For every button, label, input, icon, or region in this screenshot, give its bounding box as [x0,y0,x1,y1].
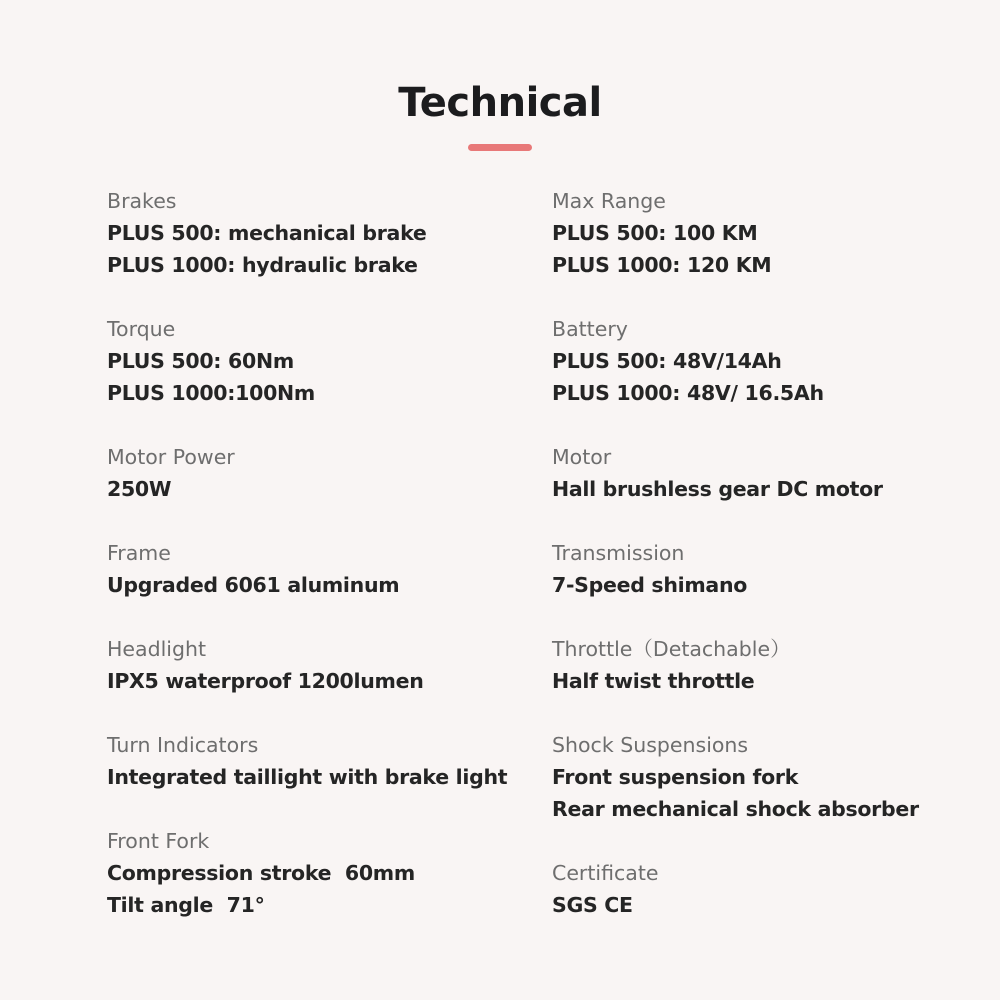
spec-front-fork [107,825,537,921]
spec-value: PLUS 1000:100Nm [107,381,315,405]
spec-value: Hall brushless gear DC motor [552,477,883,501]
spec-value: Half twist throttle [552,669,755,693]
spec-value: PLUS 1000: 120 KM [552,253,772,277]
page-title: Technical [398,80,602,126]
spec-value: 7-Speed shimano [552,573,748,597]
spec-column-right [552,185,992,921]
spec-label: Brakes [107,189,177,213]
spec-value: Upgraded 6061 aluminum [107,573,400,597]
spec-value: Tilt angle 71° [107,893,265,917]
spec-shock-suspensions [552,729,992,825]
spec-transmission [552,537,992,601]
spec-value: 250W [107,477,172,501]
spec-motor [552,441,992,505]
spec-label: Motor [552,445,612,469]
spec-label: Torque [107,317,176,341]
spec-column-left [107,185,537,921]
spec-value: PLUS 500: mechanical brake [107,221,427,245]
spec-value: SGS CE [552,893,633,917]
spec-label: Front Fork [107,829,210,853]
spec-label: Battery [552,317,628,341]
spec-max-range [552,185,992,281]
spec-value: PLUS 500: 48V/14Ah [552,349,782,373]
spec-label: Headlight [107,637,207,661]
spec-throttle [552,633,992,697]
spec-value: IPX5 waterproof 1200lumen [107,669,424,693]
spec-brakes [107,185,537,281]
spec-label: Frame [107,541,171,565]
spec-label: Motor Power [107,445,235,469]
spec-value: Integrated taillight with brake light [107,765,508,789]
spec-label: Turn Indicators [107,733,259,757]
spec-label: Max Range [552,189,666,213]
spec-value: Front suspension fork [552,765,799,789]
spec-value: PLUS 1000: hydraulic brake [107,253,418,277]
spec-label: Shock Suspensions [552,733,749,757]
spec-value: PLUS 500: 100 KM [552,221,758,245]
spec-label: Certificate [552,861,659,885]
title-underline [468,144,532,151]
spec-value: Compression stroke 60mm [107,861,415,885]
spec-label: Throttle（Detachable） [552,637,791,661]
spec-headlight [107,633,537,697]
spec-frame [107,537,537,601]
spec-torque [107,313,537,409]
spec-motor-power [107,441,537,505]
spec-certificate [552,857,992,921]
spec-value: Rear mechanical shock absorber [552,797,919,821]
spec-value: PLUS 1000: 48V/ 16.5Ah [552,381,824,405]
spec-value: PLUS 500: 60Nm [107,349,294,373]
spec-turn-indicators [107,729,537,793]
spec-battery [552,313,992,409]
spec-label: Transmission [552,541,685,565]
